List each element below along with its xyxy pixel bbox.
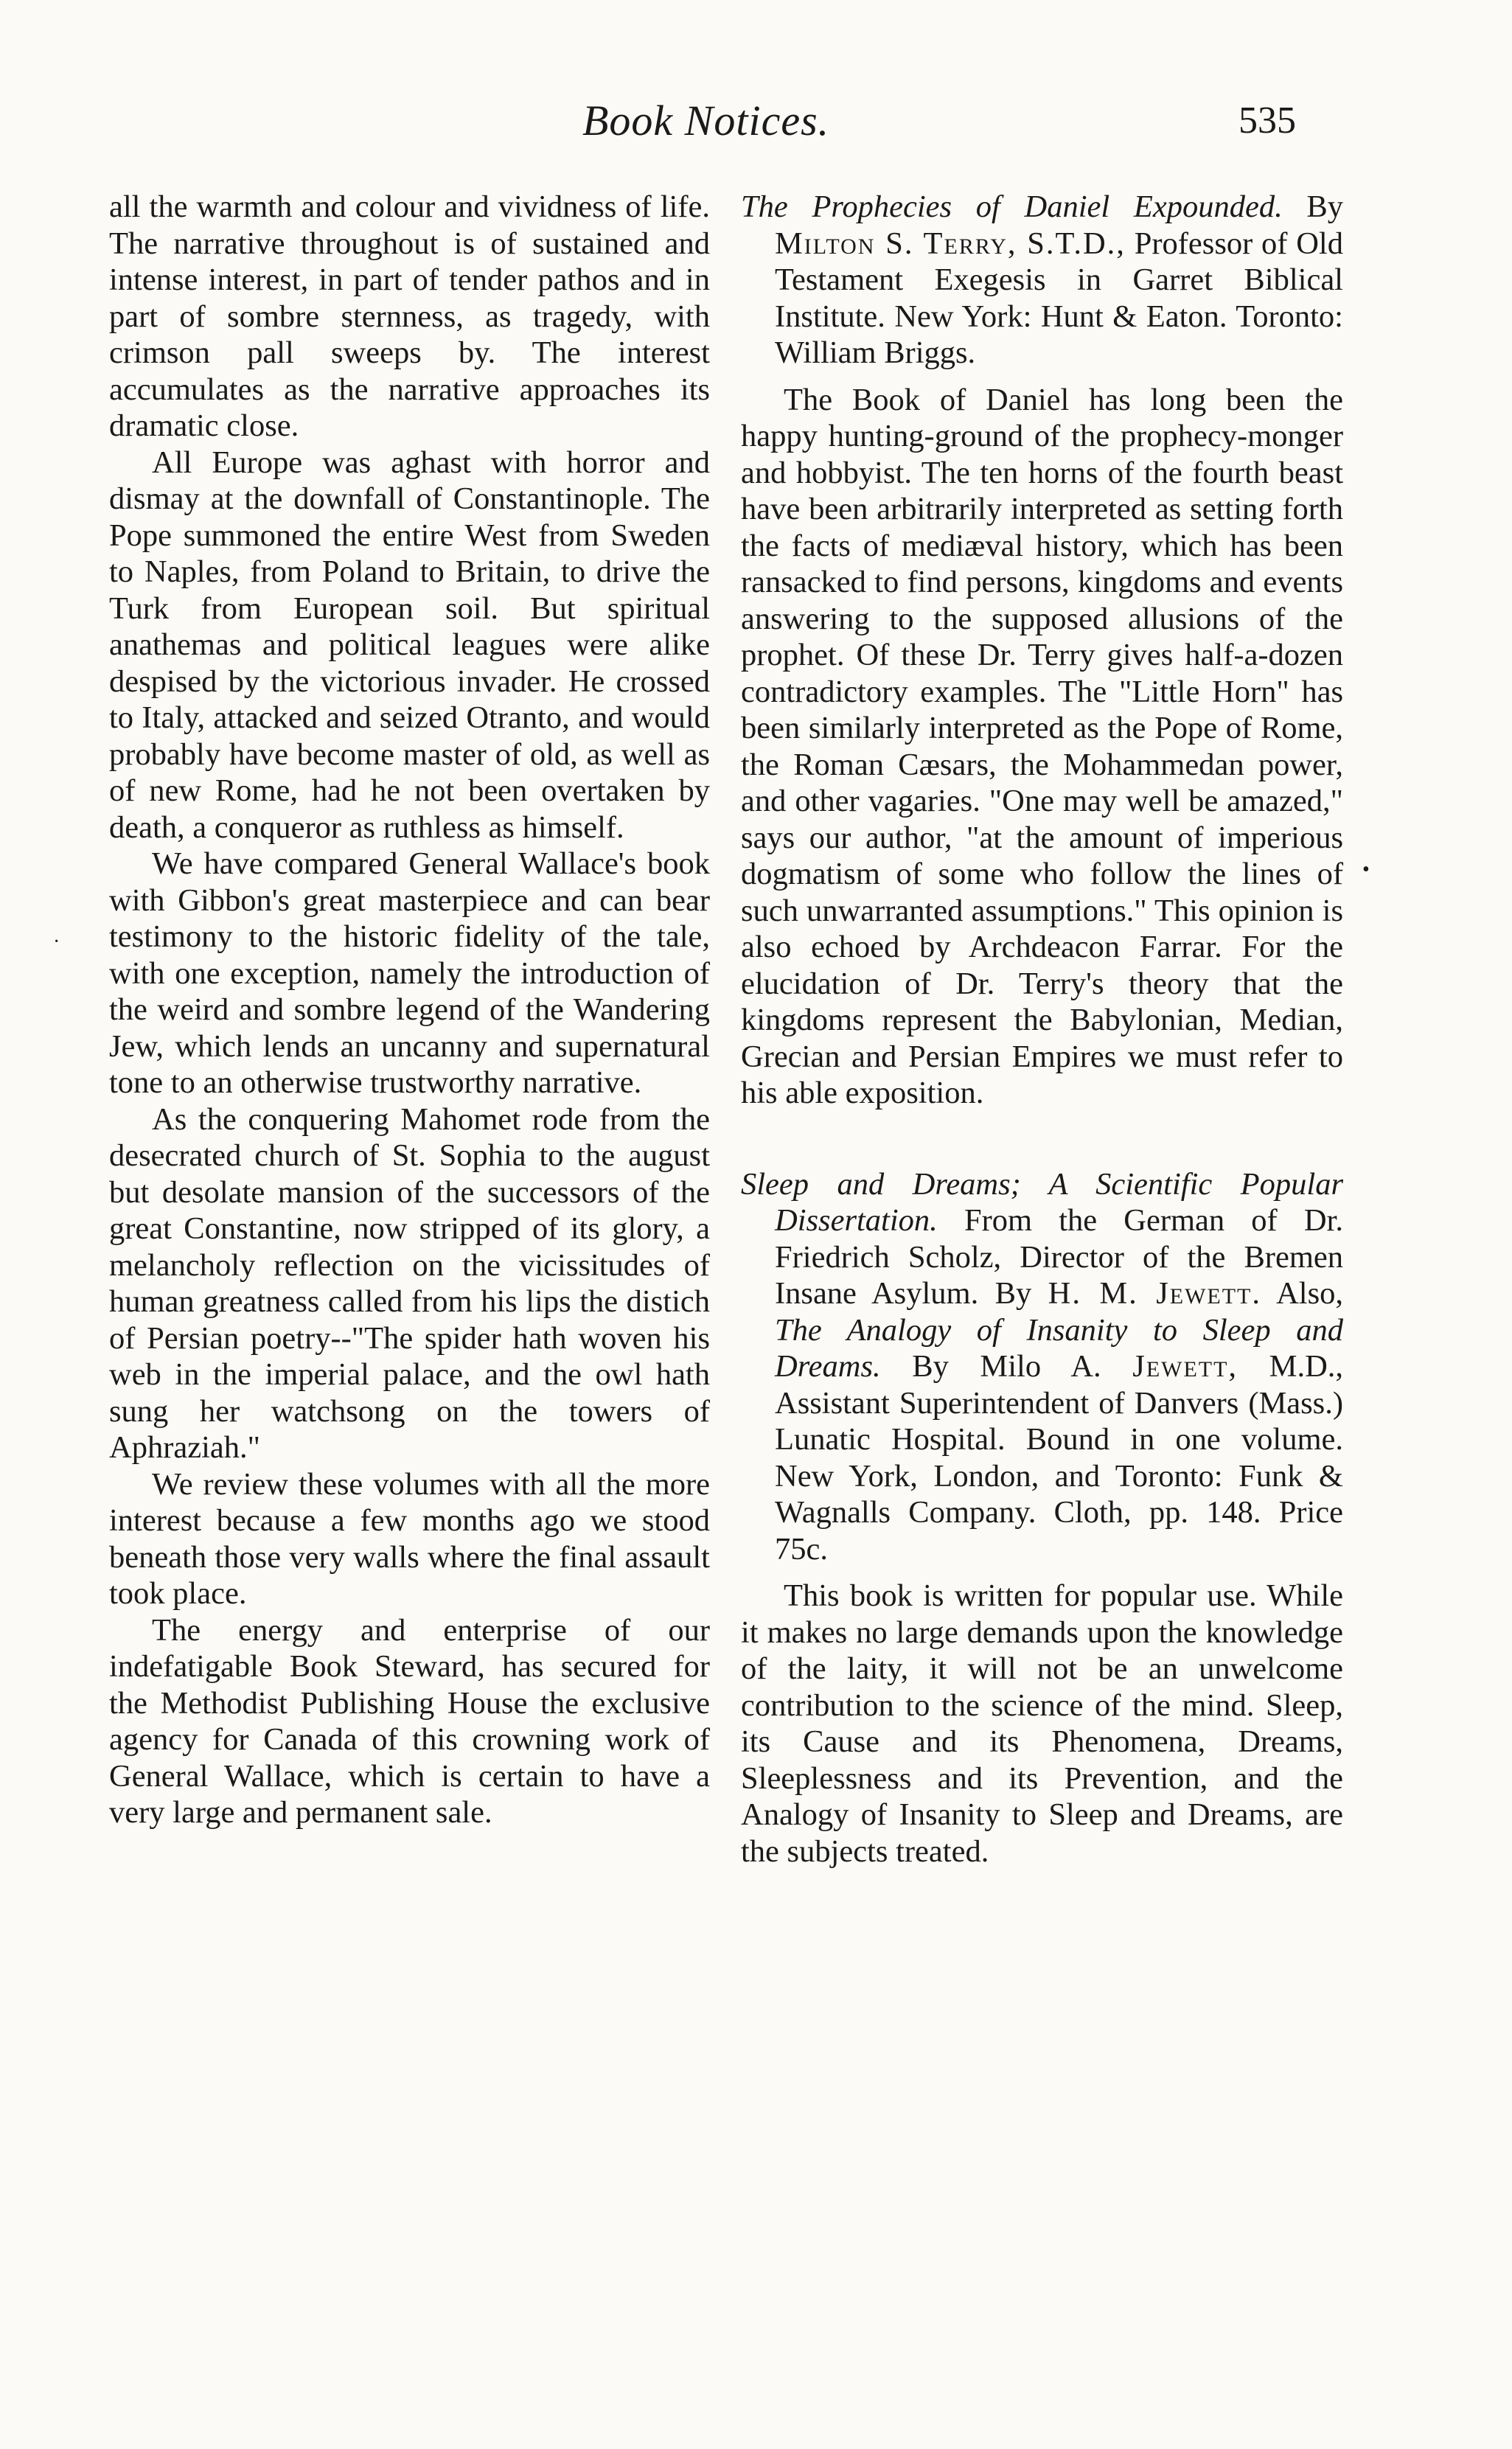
notice-heading — [741, 189, 1343, 372]
page-number: 535 — [1238, 100, 1296, 142]
author-name: Jewett, — [1132, 1349, 1238, 1384]
notice-body: The Book of Daniel has long been the happy hunting-ground of the prophecy-monger and hobbyist. The ten horns of the fourth beast have been arbitrarily interpreted as setting forth the facts of mediæval history, which has been ransacked to find persons, kingdoms and events answering to the supposed allusions of the prophet. Of these Dr. Terry gives half-a-dozen contradictory examples. The "Little Horn" has been similarly interpreted as the Pope of Rome, the Roman Cæsars, the Mohammedan power, and other vagaries. "One may well be amazed," says our author, "at the amount of imperious dogmatism of some who follow the lines of such unwarranted assumptions." This opinion is also echoed by Archdeacon Farrar. For the elucidation of Dr. Terry's theory that the kingdoms represent the Babylonian, Median, Grecian and Persian Empires we must refer to his able exposition. — [741, 382, 1343, 1110]
by-word: By — [1306, 189, 1344, 224]
book-notice-sleep — [741, 1166, 1343, 1870]
section-gap — [741, 1112, 1343, 1166]
paragraph: All Europe was aghast with horror and dismay at the downfall of Constantinople. The Pope summoned the entire West from Sweden to Naples, from Poland to Britain, to drive the Turk from European soil. But spiritual anathemas and political leagues were alike despised by the victorious invader. He crossed to Italy, attacked and seized Otranto, and would probably have become master of old, as well as of new Rome, had he not been overtaken by death, a conqueror as ruthless as himself. — [109, 445, 710, 845]
right-column — [741, 189, 1343, 1870]
book-title: Sleep and Dreams; A Scientific Popular Dissertation. — [741, 1166, 1343, 1238]
second-book-title: The Analogy of Insanity to Sleep and Dreams. — [775, 1312, 1343, 1384]
print-speck: • — [1362, 858, 1370, 881]
also-word: Also, — [1276, 1276, 1344, 1311]
publication-details: Professor of Old Testament Exegesis in Garret Biblical Institute. New York: Hunt & Eaton. Toronto: William Briggs. — [775, 226, 1343, 370]
paragraph: We review these volumes with all the more interest because a few months ago we stood beneath those very walls where the final assault took place. — [109, 1466, 710, 1611]
book-title: The Prophecies of Daniel Expounded. — [741, 189, 1283, 224]
left-column — [109, 189, 710, 1831]
notice-body: This book is written for popular use. While it makes no large demands upon the knowledge of the laity, it will not be an unwelcome contribution to the science of the mind. Sleep, its Cause and its Phenomena, Dreams, Sleeplessness and its Prevention, and the Analogy of Insanity to Sleep and Dreams, are the subjects treated. — [741, 1578, 1343, 1869]
print-speck: · — [53, 930, 60, 953]
running-title: Book Notices. — [582, 97, 830, 144]
paragraph: The energy and enterprise of our indefatigable Book Steward, has secured for the Methodist Publishing House the exclusive agency for Canada of this crowning work of General Wallace, which is certain to have a very large and permanent sale. — [109, 1612, 710, 1830]
publication-details: M.D., Assistant Superintendent of Danvers (Mass.) Lunatic Hospital. Bound in one volume. New York, London, and Toronto: Funk & Wagnalls Company. Cloth, pp. 148. Price 75c. — [775, 1349, 1344, 1567]
author-name: Milton S. Terry, S.T.D., — [775, 226, 1126, 261]
page-header — [0, 96, 1512, 155]
paragraph: all the warmth and colour and vividness of life. The narrative throughout is of sustained and intense interest, in part of tender pathos and in part of sombre sternness, as tragedy, with crimson pall sweeps by. The interest accumulates as the narrative approaches its dramatic close. — [109, 189, 710, 443]
translator-name: H. M. Jewett. — [1048, 1276, 1262, 1311]
by-line: By Milo A. — [912, 1349, 1101, 1384]
paragraph: As the conquering Mahomet rode from the desecrated church of St. Sophia to the august but desolate mansion of the successors of the great Constantine, now stripped of its glory, a melancholy reflection on the vicissitudes of human greatness called from his lips the distich of Persian poetry--"The spider hath woven his web in the imperial palace, and the owl hath sung her watchsong on the towers of Aphraziah." — [109, 1101, 710, 1465]
paragraph: We have compared General Wallace's book with Gibbon's great masterpiece and can bear testimony to the historic fidelity of the tale, with one exception, namely the introduction of the weird and sombre legend of the Wandering Jew, which lends an uncanny and supernatural tone to an otherwise trustworthy narrative. — [109, 846, 710, 1100]
publication-details: From the German of Dr. Friedrich Scholz, Director of the Bremen Insane Asylum. By — [775, 1203, 1343, 1311]
book-notice-daniel — [741, 189, 1343, 1112]
notice-heading — [741, 1166, 1343, 1568]
